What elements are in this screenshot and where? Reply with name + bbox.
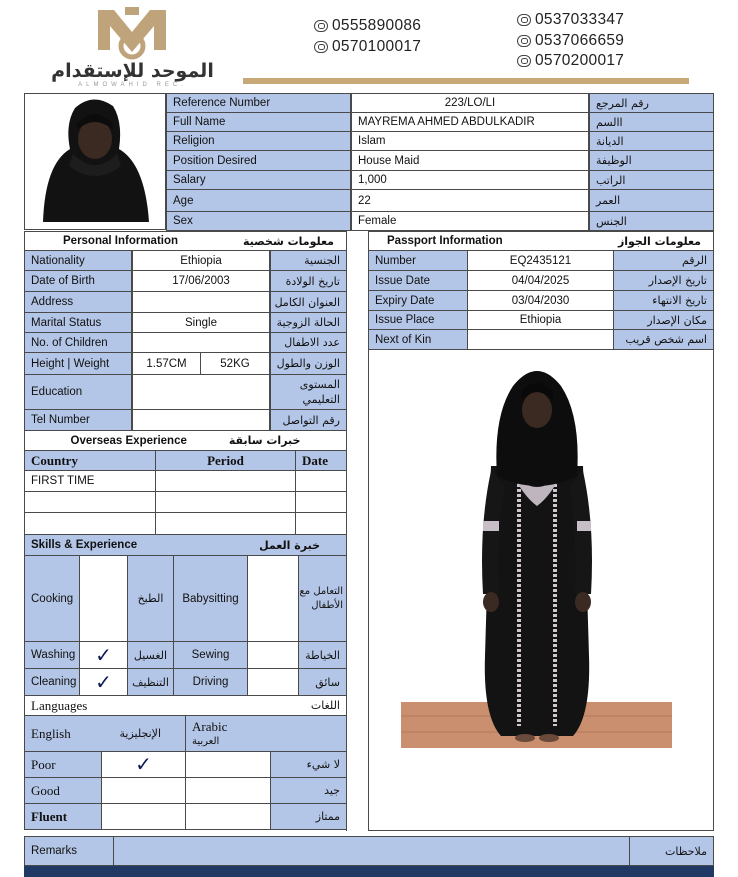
- ar-next-of-kin: اسم شخص قريب: [613, 329, 714, 350]
- value-passport-number: EQ2435121: [467, 250, 614, 271]
- ar-height-weight: الوزن والطول: [270, 352, 347, 375]
- label-reference-number: Reference Number: [166, 93, 351, 113]
- ar-issue-date: تاريخ الإصدار: [613, 270, 714, 291]
- ar-full-name: االسم: [589, 112, 714, 132]
- value-weight: 52KG: [200, 352, 270, 375]
- overseas-row-3-date: [295, 512, 347, 535]
- skills-header: [24, 534, 347, 556]
- brand-arabic-name: الموحد للإستقدام: [51, 60, 214, 82]
- skill-washing-label: Washing: [24, 641, 80, 669]
- value-address: [132, 291, 270, 313]
- lang-level-poor: Poor: [24, 751, 102, 778]
- ar-tel: رقم التواصل: [270, 409, 347, 431]
- overseas-row-2-country: [24, 491, 156, 513]
- label-issue-place: Issue Place: [368, 310, 468, 330]
- skill-driving-check: [247, 668, 299, 696]
- personal-info-header: [24, 231, 347, 251]
- overseas-row-3-country: [24, 512, 156, 535]
- personal-info-title-ar: معلومات شخصية: [243, 234, 334, 248]
- value-issue-place: Ethiopia: [467, 310, 614, 330]
- lang-fluent-arabic: [185, 803, 271, 830]
- skill-cleaning-ar: التنظيف: [127, 668, 174, 696]
- ar-issue-place: مكان الإصدار: [613, 310, 714, 330]
- company-logo: [40, 2, 225, 90]
- value-sex: Female: [351, 211, 589, 231]
- value-marital-status: Single: [132, 312, 270, 333]
- phone-icon: [517, 35, 531, 47]
- ar-position: الوظيفة: [589, 150, 714, 171]
- value-children: [132, 332, 270, 353]
- value-age: 22: [351, 189, 589, 212]
- label-age: Age: [166, 189, 351, 212]
- footer-bar: [24, 866, 714, 877]
- passport-info-title-ar: معلومات الجواز: [617, 234, 701, 248]
- value-expiry-date: 03/04/2030: [467, 290, 614, 311]
- phone-right-2: 0537066659: [517, 32, 624, 50]
- overseas-row-3-period: [155, 512, 296, 535]
- overseas-row-1-date: [295, 470, 347, 492]
- ar-address: العنوان الكامل: [270, 291, 347, 313]
- full-body-photo-image: [401, 356, 672, 748]
- label-education: Education: [24, 374, 132, 410]
- passport-info-header: [368, 231, 714, 251]
- languages-title: Languages: [31, 697, 88, 713]
- ar-age: العمر: [589, 189, 714, 212]
- phone-icon: [517, 14, 531, 26]
- languages-title-ar: اللغات: [310, 699, 340, 712]
- overseas-header: [24, 430, 347, 451]
- label-position: Position Desired: [166, 150, 351, 171]
- value-reference-number: 223/LO/LI: [351, 93, 589, 113]
- lang-good-english: [101, 777, 186, 804]
- lang-arabic-header: [185, 715, 347, 752]
- phone-left-2: 0570100017: [314, 38, 421, 56]
- phone-right-1: 0537033347: [517, 11, 624, 29]
- skill-cooking-label: Cooking: [24, 555, 80, 642]
- skill-cleaning-label: Cleaning: [24, 668, 80, 696]
- skill-washing-check: ✓: [79, 641, 128, 669]
- phone-left-1: 0555890086: [314, 17, 421, 35]
- ar-nationality: الجنسية: [270, 250, 347, 271]
- remarks-label: Remarks: [24, 836, 114, 866]
- phone-icon: [314, 20, 328, 32]
- ar-reference-number: رقم المرجع: [589, 93, 714, 113]
- lang-level-poor-ar: لا شيء: [270, 751, 347, 778]
- label-dob: Date of Birth: [24, 270, 132, 292]
- lang-poor-arabic: [185, 751, 271, 778]
- overseas-col-period: Period: [155, 450, 296, 471]
- personal-info-title: Personal Information: [63, 235, 179, 247]
- label-sex: Sex: [166, 211, 351, 231]
- value-position: House Maid: [351, 150, 589, 171]
- header-divider: [243, 78, 689, 84]
- overseas-row-1-country: FIRST TIME: [24, 470, 156, 492]
- skills-title-ar: خبرة العمل: [259, 538, 320, 552]
- ar-religion: الديانة: [589, 131, 714, 151]
- languages-header: [24, 695, 347, 716]
- value-tel: [132, 409, 270, 431]
- lang-poor-english: ✓: [101, 751, 186, 778]
- lang-level-good-ar: جيد: [270, 777, 347, 804]
- phone-icon: [517, 55, 531, 67]
- overseas-row-1-period: [155, 470, 296, 492]
- phone-icon: [314, 41, 328, 53]
- label-salary: Salary: [166, 170, 351, 190]
- label-height-weight: Height | Weight: [24, 352, 132, 375]
- label-children: No. of Children: [24, 332, 132, 353]
- value-education: [132, 374, 270, 410]
- overseas-row-2-date: [295, 491, 347, 513]
- skill-sewing-check: [247, 641, 299, 669]
- ar-education: المستوى التعليمي: [270, 374, 347, 410]
- label-tel: Tel Number: [24, 409, 132, 431]
- lang-english-ar: الإنجليزية: [119, 727, 161, 740]
- skills-title: Skills & Experience: [31, 539, 138, 551]
- label-expiry-date: Expiry Date: [368, 290, 468, 311]
- label-religion: Religion: [166, 131, 351, 151]
- lang-english-label: English: [31, 725, 71, 741]
- full-body-photo: [401, 356, 672, 748]
- phone-right-3: 0570200017: [517, 52, 624, 70]
- profile-photo: [25, 94, 165, 229]
- skill-sewing-ar: الخياطة: [298, 641, 347, 669]
- ar-passport-number: الرقم: [613, 250, 714, 271]
- label-address: Address: [24, 291, 132, 313]
- skill-washing-ar: الغسيل: [127, 641, 174, 669]
- skill-driving-label: Driving: [173, 668, 248, 696]
- lang-arabic-ar: العربية: [192, 735, 220, 747]
- skill-babysitting-ar: التعامل مع الأطفال: [298, 555, 347, 642]
- label-passport-number: Number: [368, 250, 468, 271]
- label-issue-date: Issue Date: [368, 270, 468, 291]
- ar-salary: الراتب: [589, 170, 714, 190]
- lang-english-header: [24, 715, 186, 752]
- lang-level-fluent-ar: ممتاز: [270, 803, 347, 830]
- skill-driving-ar: سائق: [298, 668, 347, 696]
- ar-children: عدد الاطفال: [270, 332, 347, 353]
- ar-expiry-date: تاريخ الانتهاء: [613, 290, 714, 311]
- ar-marital-status: الحالة الزوجية: [270, 312, 347, 333]
- overseas-col-date: Date: [295, 450, 347, 471]
- remarks-value: [113, 836, 630, 866]
- value-next-of-kin: [467, 329, 614, 350]
- overseas-row-2-period: [155, 491, 296, 513]
- label-marital-status: Marital Status: [24, 312, 132, 333]
- skill-babysitting-label: Babysitting: [173, 555, 248, 642]
- value-height: 1.57CM: [132, 352, 201, 375]
- lang-level-fluent: Fluent: [24, 803, 102, 830]
- value-dob: 17/06/2003: [132, 270, 270, 292]
- overseas-col-country: Country: [24, 450, 156, 471]
- profile-photo-frame: [24, 93, 166, 230]
- skill-cooking-check: [79, 555, 128, 642]
- remarks-ar: ملاحظات: [629, 836, 714, 866]
- skill-sewing-label: Sewing: [173, 641, 248, 669]
- ar-sex: الجنس: [589, 211, 714, 231]
- passport-info-title: Passport Information: [387, 235, 503, 247]
- lang-level-good: Good: [24, 777, 102, 804]
- value-full-name: MAYREMA AHMED ABDULKADIR: [351, 112, 589, 132]
- brand-latin-name: ALMOWAHID REC.: [78, 82, 187, 88]
- lang-good-arabic: [185, 777, 271, 804]
- label-full-name: Full Name: [166, 112, 351, 132]
- skill-cooking-ar: الطبخ: [127, 555, 174, 642]
- label-next-of-kin: Next of Kin: [368, 329, 468, 350]
- value-salary: 1,000: [351, 170, 589, 190]
- value-religion: Islam: [351, 131, 589, 151]
- value-nationality: Ethiopia: [132, 250, 270, 271]
- skill-babysitting-check: [247, 555, 299, 642]
- ar-dob: تاريخ الولادة: [270, 270, 347, 292]
- lang-arabic-label: Arabic: [192, 718, 228, 734]
- skill-cleaning-check: ✓: [79, 668, 128, 696]
- lang-fluent-english: [101, 803, 186, 830]
- label-nationality: Nationality: [24, 250, 132, 271]
- value-issue-date: 04/04/2025: [467, 270, 614, 291]
- overseas-title: Overseas Experience: [70, 434, 187, 447]
- overseas-title-ar: خبرات سابقة: [228, 434, 301, 447]
- column-divider: [346, 231, 347, 831]
